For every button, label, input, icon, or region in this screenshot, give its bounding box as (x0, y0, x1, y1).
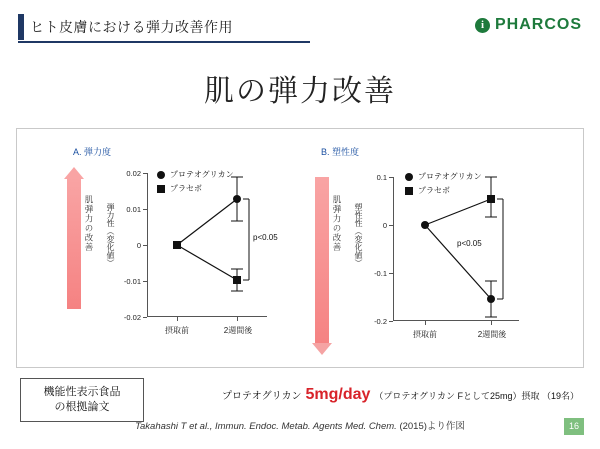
chart-a-legend (157, 169, 234, 197)
chart-a-legend-item-0 (157, 169, 234, 180)
chart-a-title: A. 弾力度 (73, 147, 112, 157)
brand-name: PHARCOS (494, 16, 582, 33)
header (18, 14, 318, 42)
evidence-box (20, 378, 144, 422)
chart-a-ytick-1: 0.01 (126, 205, 141, 214)
chart-a-xtick-1: 2週間後 (223, 326, 253, 335)
chart-a (57, 129, 297, 369)
chart-b-pvalue: p<0.05 (457, 239, 482, 248)
chart-b-xtick-1: 2週間後 (477, 330, 507, 339)
dosage-prefix: プロテオグリカン (222, 391, 302, 402)
main-title: 肌の弾力改善 (204, 75, 396, 108)
chart-a-pvalue: p<0.05 (253, 233, 278, 242)
charts-panel (16, 128, 584, 368)
page-number-badge: 16 (564, 418, 584, 435)
chart-a-xtick-0: 摂取前 (165, 326, 189, 335)
chart-b (305, 129, 555, 369)
header-underline (18, 41, 310, 43)
chart-a-ylabel: 弾力性（変化値） (106, 203, 115, 267)
chart-b-legend-label-1: プラセボ (418, 186, 450, 195)
reference-citation (0, 418, 600, 432)
page-title: ヒト皮膚における弾力改善作用 (30, 19, 233, 35)
chart-a-legend-label-1: プラセボ (170, 184, 202, 193)
chart-b-ytick-2: -0.1 (374, 269, 387, 278)
chart-b-ylabel: 塑性性（変化値） (354, 203, 363, 267)
chart-a-legend-label-0: プロテオグリカン (170, 170, 234, 179)
header-accent-bar (18, 14, 24, 40)
info-icon: i (475, 18, 490, 33)
chart-b-ytick-1: 0 (382, 221, 387, 230)
chart-a-ytick-3: -0.01 (123, 277, 141, 286)
square-marker-icon (405, 187, 413, 195)
chart-a-ytick-0: 0.02 (126, 169, 141, 178)
dosage-suffix: （プロテオグリカン Fとして25mg）摂取 （19名） (374, 391, 579, 401)
dosage-note (222, 386, 579, 404)
chart-b-title: B. 塑性度 (321, 147, 360, 157)
chart-b-ytick-0: 0.1 (376, 173, 387, 182)
chart-b-legend (405, 171, 482, 199)
chart-b-ytick-3: -0.2 (374, 317, 387, 326)
chart-a-legend-item-1 (157, 183, 234, 194)
reference-italic-part: Takahashi T et al., Immun. Endoc. Metab. Agents Med. Chem. (135, 421, 397, 432)
evidence-line-2: の根拠論文 (54, 401, 110, 413)
chart-b-legend-item-1 (405, 185, 482, 196)
chart-a-side-label: 肌弾力の改善 (84, 195, 94, 252)
chart-b-xtick-0: 摂取前 (413, 330, 437, 339)
dosage-value: 5mg/day (305, 386, 371, 403)
circle-marker-icon (405, 173, 413, 181)
brand-logo (475, 16, 582, 34)
circle-marker-icon (157, 171, 165, 179)
chart-a-ytick-2: 0 (136, 241, 141, 250)
evidence-line-1: 機能性表示食品 (43, 386, 121, 399)
reference-plain-part: (2015)より作図 (396, 421, 465, 432)
square-marker-icon (157, 185, 165, 193)
chart-b-legend-item-0 (405, 171, 482, 182)
chart-b-side-label: 肌弾力の改善 (332, 195, 342, 252)
chart-b-legend-label-0: プロテオグリカン (418, 172, 482, 181)
chart-a-ytick-4: -0.02 (123, 313, 141, 322)
